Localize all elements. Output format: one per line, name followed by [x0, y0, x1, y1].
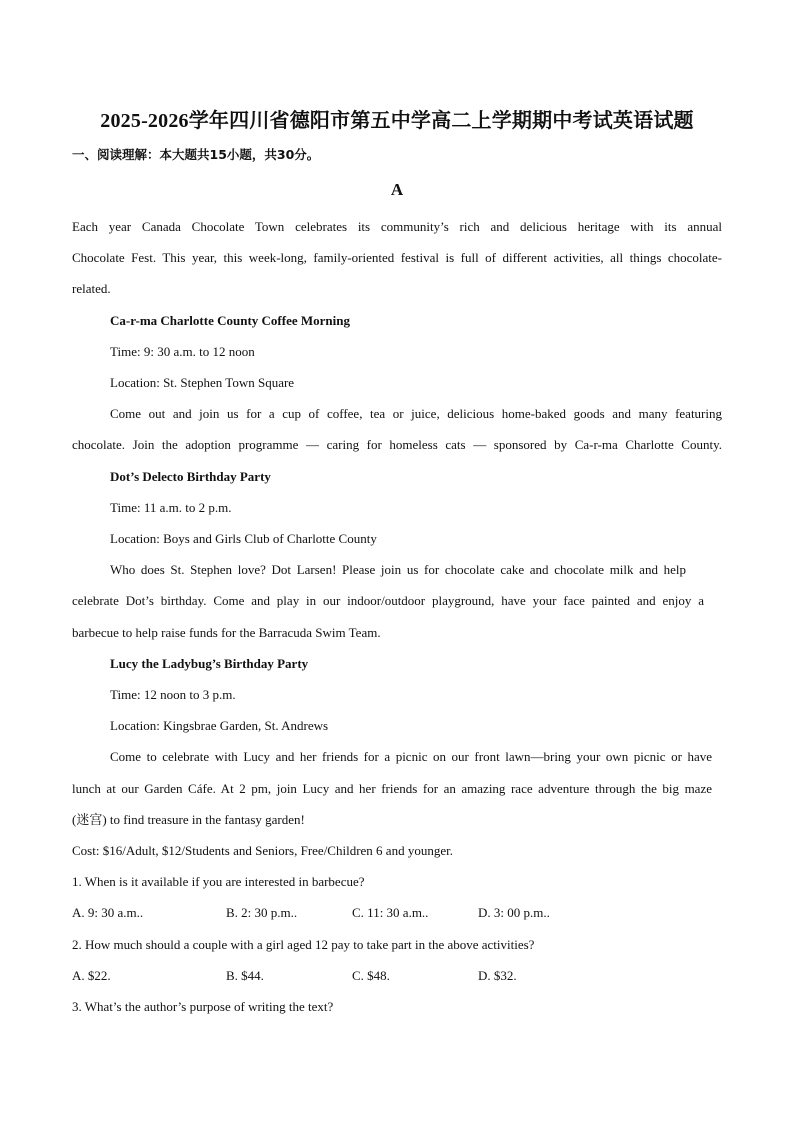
event-location: Location: Kingsbrae Garden, St. Andrews — [110, 718, 329, 733]
answer-option-a[interactable]: A. $22. — [72, 968, 111, 983]
question-text: 1. When is it available if you are interested in barbecue? — [72, 874, 365, 889]
question-text: 3. What’s the author’s purpose of writing the text? — [72, 999, 334, 1014]
answer-option-d[interactable]: D. $32. — [478, 968, 517, 983]
intro-line: Chocolate Fest. This year, this week-long, family-oriented festival is full of different activities, all things chocolate- — [72, 250, 722, 265]
answer-option-b[interactable]: B. 2: 30 p.m.. — [226, 905, 298, 920]
event-name: Dot’s Delecto Birthday Party — [110, 469, 271, 484]
event-desc-line: chocolate. Join the adoption programme — caring for homeless cats — sponsored by Ca-r-ma Charlotte County. — [72, 437, 722, 452]
exam-title: 2025-2026学年四川省德阳市第五中学高二上学期期中考试英语试题 — [100, 110, 694, 132]
intro-line: Each year Canada Chocolate Town celebrates its community’s rich and delicious heritage with its annual — [72, 219, 722, 234]
cost-info: Cost: $16/Adult, $12/Students and Seniors, Free/Children 6 and younger. — [72, 843, 453, 858]
event-time: Time: 12 noon to 3 p.m. — [110, 687, 236, 702]
answer-option-b[interactable]: B. $44. — [226, 968, 264, 983]
event-desc-line: barbecue to help raise funds for the Barracuda Swim Team. — [72, 625, 381, 640]
answer-option-a[interactable]: A. 9: 30 a.m.. — [72, 905, 144, 920]
section-heading: 一、阅读理解：本大题共15小题，共30分。 — [72, 147, 320, 162]
event-desc-line: lunch at our Garden Cáfe. At 2 pm, join Lucy and her friends for an amazing race adventure through the big maze — [72, 781, 712, 796]
event-location: Location: St. Stephen Town Square — [110, 375, 295, 390]
answer-option-c[interactable]: C. 11: 30 a.m.. — [352, 905, 429, 920]
event-location: Location: Boys and Girls Club of Charlotte County — [110, 531, 377, 546]
event-desc-line: celebrate Dot’s birthday. Come and play in our indoor/outdoor playground, have your face painted and enjoy a — [72, 593, 704, 608]
event-name: Lucy the Ladybug’s Birthday Party — [110, 656, 309, 671]
passage-label: A — [390, 180, 404, 199]
event-time: Time: 11 a.m. to 2 p.m. — [110, 500, 232, 515]
event-time: Time: 9: 30 a.m. to 12 noon — [110, 344, 255, 359]
event-desc-line: Come out and join us for a cup of coffee, tea or juice, delicious home-baked goods and many featuring — [110, 406, 722, 421]
event-desc-line: (迷宫) to find treasure in the fantasy garden! — [72, 812, 305, 827]
question-text: 2. How much should a couple with a girl aged 12 pay to take part in the above activities? — [72, 937, 535, 952]
event-name: Ca-r-ma Charlotte County Coffee Morning — [110, 313, 350, 328]
answer-option-d[interactable]: D. 3: 00 p.m.. — [478, 905, 550, 920]
event-desc-line: Who does St. Stephen love? Dot Larsen! Please join us for chocolate cake and chocolate milk and help — [110, 562, 686, 577]
intro-line: related. — [72, 281, 111, 296]
event-desc-line: Come to celebrate with Lucy and her friends for a picnic on our front lawn—bring your own picnic or have — [110, 749, 712, 764]
answer-option-c[interactable]: C. $48. — [352, 968, 390, 983]
